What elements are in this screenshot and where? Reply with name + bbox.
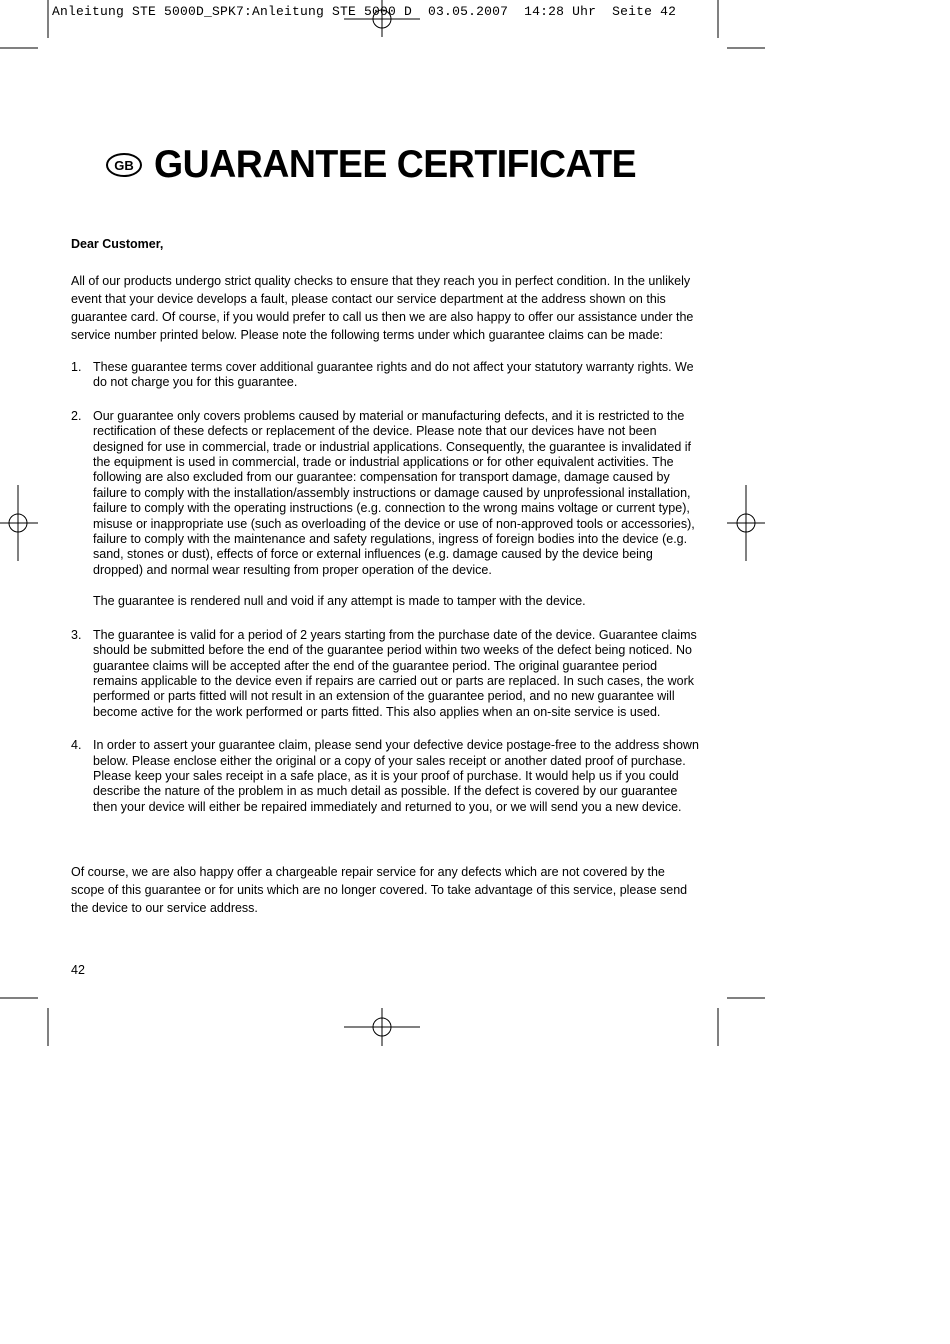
term-number: 2. <box>71 408 82 423</box>
term-item-2 <box>71 409 701 610</box>
registration-mark-top <box>344 0 420 37</box>
term-number: 1. <box>71 360 82 374</box>
registration-mark-left <box>0 485 38 561</box>
country-badge: GB <box>106 153 142 177</box>
term-item-3 <box>71 628 701 720</box>
term-number: 3. <box>71 627 82 642</box>
term-paragraph: These guarantee terms cover additional guarantee rights and do not affect your statutory warranty rights. We do not charge you for this guarantee. <box>93 360 694 390</box>
closing-paragraph: Of course, we are also happy offer a chargeable repair service for any defects which are not covered by the scope of this guarantee or for units which are no longer covered. To take advantage of this service, please send the device to our service address. <box>71 865 688 915</box>
print-slug-line: Anleitung STE 5000D_SPK7:Anleitung STE 5000 D 03.05.2007 14:28 Uhr Seite 42 <box>52 4 677 19</box>
guarantee-terms-list <box>71 360 701 833</box>
term-paragraph: In order to assert your guarantee claim, please send your defective device postage-free to the address shown below. Please enclose either the original or a copy of your sales receipt or another dated proof of purchase. Please keep your sales receipt in a safe place, as it is your proof of purchase. It would help us if you could describe the nature of the problem in as much detail as possible. If the defect is covered by our guarantee then your device will either be repaired immediately and returned to you, or we will send you a new device. <box>93 738 699 814</box>
term-paragraph: The guarantee is rendered null and void if any attempt is made to tamper with the device. <box>93 594 586 609</box>
registration-mark-bottom <box>344 1008 420 1046</box>
intro-paragraph: All of our products undergo strict quality checks to ensure that they reach you in perfect condition. In the unlikely event that your device develops a fault, please contact our service department at the address shown on this guarantee card. Of course, if you would prefer to call us then we are also happy to offer our assistance under the service number printed below. Please note the following terms under which guarantee claims can be made: <box>71 274 694 342</box>
term-paragraph: Our guarantee only covers problems caused by material or manufacturing defects, and it is restricted to the rectification of these defects or replacement of the device. Please note that our devices have not been designed for use in commercial, trade or industrial applications. Consequently, the guarantee is invalidated if the equipment is used in commercial, trade or industrial applications or for other equivalent activities. The following are also excluded from our guarantee: compensation for transport damage, damage caused by failure to comply with the installation/assembly instructions or damage caused by unprofessional installation, failure to comply with the operating instructions (e.g. connection to the wrong mains voltage or current type), misuse or inappropriate use (such as overloading of the device or use of non-approved tools or accessories), failure to comply with the maintenance and safety regulations, ingress of foreign bodies into the device (e.g. sand, stones or dust), effects of force or external influences (e.g. damage caused by the device being dropped) and normal wear resulting from proper operation of the device. <box>93 408 695 577</box>
term-item-4 <box>71 738 701 815</box>
term-number: 4. <box>71 738 82 753</box>
page-number: 42 <box>71 963 85 977</box>
page-title: GUARANTEE CERTIFICATE <box>154 143 637 186</box>
term-paragraph: The guarantee is valid for a period of 2 years starting from the purchase date of the device. Guarantee claims should be submitted before the end of the guarantee period within two weeks of the defect being noticed. No guarantee claims will be accepted after the end of the guarantee period. The original guarantee period remains applicable to the device even if repairs are carried out or parts are replaced. In such cases, the work performed or parts fitted will not result in an extension of the guarantee period, and no new guarantee will become active for the work performed or parts fitted. This also applies when an on-site service is used. <box>93 627 697 719</box>
term-item-1 <box>71 360 701 391</box>
registration-mark-right <box>727 485 765 561</box>
certificate-header <box>106 140 656 190</box>
salutation: Dear Customer, <box>71 237 164 251</box>
